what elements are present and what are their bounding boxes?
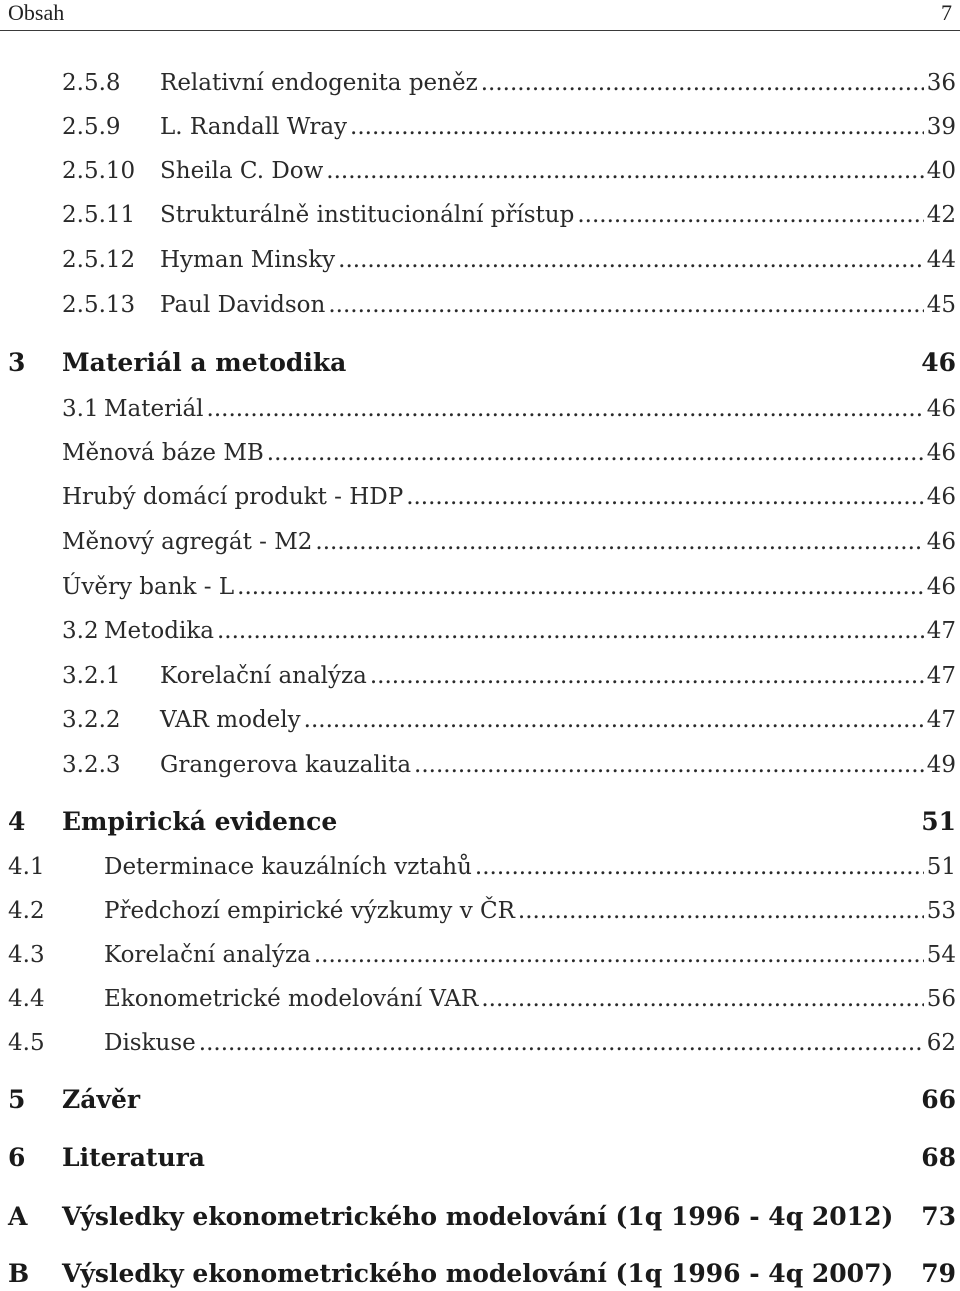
toc-entry-title: Metodika bbox=[104, 618, 214, 644]
toc-entry-title: Měnová báze MB bbox=[62, 440, 264, 466]
toc-entry-title: Sheila C. Dow bbox=[160, 158, 324, 184]
toc-entry[interactable] bbox=[0, 110, 960, 144]
toc-entry-page: 45 bbox=[926, 292, 956, 318]
dot-leader bbox=[267, 436, 924, 470]
toc-appendix[interactable] bbox=[0, 1200, 960, 1234]
toc-chapter-number: 5 bbox=[8, 1085, 26, 1114]
header-section-title: Obsah bbox=[8, 0, 65, 25]
toc-entry[interactable] bbox=[0, 288, 960, 322]
toc-entry[interactable] bbox=[0, 243, 960, 277]
toc-entry-number: 4.5 bbox=[8, 1030, 45, 1056]
toc-entry-title: Úvěry bank - L bbox=[62, 574, 235, 600]
dot-leader bbox=[217, 614, 924, 648]
toc-appendix[interactable] bbox=[0, 1257, 960, 1291]
toc-appendix-title: Výsledky ekonometrického modelování (1q 1996 - 4q 2007) bbox=[62, 1259, 894, 1288]
toc-entry[interactable] bbox=[0, 525, 960, 559]
dot-leader bbox=[481, 66, 924, 100]
toc-entry[interactable] bbox=[0, 659, 960, 693]
toc-entry-title: Grangerova kauzalita bbox=[160, 752, 412, 778]
toc-chapter-number: 3 bbox=[8, 348, 26, 377]
dot-leader bbox=[326, 154, 923, 188]
dot-leader bbox=[518, 894, 924, 928]
toc-chapter-number: 6 bbox=[8, 1143, 26, 1172]
toc-entry-number: 2.5.11 bbox=[62, 202, 136, 228]
dot-leader bbox=[370, 659, 924, 693]
toc-entry-title: Hyman Minsky bbox=[160, 247, 336, 273]
toc-entry-number: 2.5.8 bbox=[62, 70, 121, 96]
toc-entry-page: 47 bbox=[926, 707, 956, 733]
toc-entry-title: Ekonometrické modelování VAR bbox=[104, 986, 479, 1012]
toc-entry-number: 4.1 bbox=[8, 854, 45, 880]
toc-entry-title: Předchozí empirické výzkumy v ČR bbox=[104, 898, 515, 924]
toc-chapter-title: Literatura bbox=[62, 1143, 205, 1172]
toc-entry[interactable] bbox=[0, 982, 960, 1016]
toc-entry[interactable] bbox=[0, 614, 960, 648]
toc-chapter-page: 68 bbox=[921, 1143, 956, 1172]
dot-leader bbox=[207, 392, 924, 426]
toc-entry-number: 2.5.10 bbox=[62, 158, 136, 184]
toc-chapter-title: Empirická evidence bbox=[62, 807, 338, 836]
dot-leader bbox=[475, 850, 924, 884]
dot-leader bbox=[315, 525, 923, 559]
toc-entry-page: 62 bbox=[926, 1030, 956, 1056]
toc-entry-title: Hrubý domácí produkt - HDP bbox=[62, 484, 404, 510]
toc-chapter[interactable] bbox=[0, 1141, 960, 1175]
toc-entry-page: 39 bbox=[926, 114, 956, 140]
toc-entry-page: 56 bbox=[926, 986, 956, 1012]
dot-leader bbox=[338, 243, 924, 277]
dot-leader bbox=[199, 1026, 924, 1060]
toc-entry-page: 47 bbox=[926, 618, 956, 644]
toc-entry-number: 2.5.13 bbox=[62, 292, 136, 318]
toc-entry-title: VAR modely bbox=[160, 707, 301, 733]
dot-leader bbox=[481, 982, 923, 1016]
toc-appendix-letter: A bbox=[8, 1202, 28, 1231]
toc-entry-page: 46 bbox=[926, 440, 956, 466]
toc-entry-page: 47 bbox=[926, 663, 956, 689]
dot-leader bbox=[406, 480, 924, 514]
toc-appendix-page: 79 bbox=[921, 1259, 956, 1288]
toc-entry[interactable] bbox=[0, 850, 960, 884]
toc-chapter-number: 4 bbox=[8, 807, 26, 836]
toc-entry[interactable] bbox=[0, 1026, 960, 1060]
toc-entry-page: 54 bbox=[926, 942, 956, 968]
header-page-number: 7 bbox=[941, 0, 952, 25]
toc-entry-page: 40 bbox=[926, 158, 956, 184]
toc-chapter[interactable] bbox=[0, 346, 960, 380]
toc-entry[interactable] bbox=[0, 938, 960, 972]
toc-entry[interactable] bbox=[0, 198, 960, 232]
toc-entry-number: 3.2.3 bbox=[62, 752, 121, 778]
dot-leader bbox=[577, 198, 923, 232]
toc-entry-title: Měnový agregát - M2 bbox=[62, 529, 313, 555]
toc-entry-page: 46 bbox=[926, 484, 956, 510]
toc-entry-number: 2.5.9 bbox=[62, 114, 121, 140]
toc-entry[interactable] bbox=[0, 748, 960, 782]
toc-chapter-title: Závěr bbox=[62, 1085, 141, 1114]
dot-leader bbox=[328, 288, 923, 322]
toc-appendix-letter: B bbox=[8, 1259, 30, 1288]
toc-entry-number: 3.2 bbox=[62, 618, 99, 644]
toc-chapter-title: Materiál a metodika bbox=[62, 348, 347, 377]
toc-chapter-page: 66 bbox=[921, 1085, 956, 1114]
toc-entry[interactable] bbox=[0, 570, 960, 604]
toc-chapter-page: 46 bbox=[921, 348, 956, 377]
toc-entry[interactable] bbox=[0, 480, 960, 514]
toc-entry[interactable] bbox=[0, 392, 960, 426]
toc-entry-title: Paul Davidson bbox=[160, 292, 326, 318]
toc-entry-page: 49 bbox=[926, 752, 956, 778]
toc-chapter[interactable] bbox=[0, 805, 960, 839]
toc-entry-page: 46 bbox=[926, 529, 956, 555]
dot-leader bbox=[350, 110, 924, 144]
dot-leader bbox=[414, 748, 924, 782]
toc-entry-title: Relativní endogenita peněz bbox=[160, 70, 478, 96]
dot-leader bbox=[314, 938, 924, 972]
toc-entry-number: 2.5.12 bbox=[62, 247, 136, 273]
toc-appendix-title: Výsledky ekonometrického modelování (1q 1996 - 4q 2012) bbox=[62, 1202, 894, 1231]
toc-entry[interactable] bbox=[0, 703, 960, 737]
dot-leader bbox=[304, 703, 924, 737]
toc-entry-page: 42 bbox=[926, 202, 956, 228]
toc-entry[interactable] bbox=[0, 894, 960, 928]
toc-entry-page: 44 bbox=[926, 247, 956, 273]
toc-entry-title: Determinace kauzálních vztahů bbox=[104, 854, 472, 880]
toc-entry-page: 53 bbox=[926, 898, 956, 924]
toc-entry[interactable] bbox=[0, 154, 960, 188]
toc-entry-page: 46 bbox=[926, 396, 956, 422]
toc-entry-number: 4.3 bbox=[8, 942, 45, 968]
toc-entry-title: Korelační analýza bbox=[160, 663, 367, 689]
toc-entry-page: 51 bbox=[926, 854, 956, 880]
toc-entry-title: Materiál bbox=[104, 396, 204, 422]
toc-entry-title: Strukturálně institucionální přístup bbox=[160, 202, 575, 228]
toc-entry-number: 3.2.2 bbox=[62, 707, 121, 733]
toc-chapter-page: 51 bbox=[921, 807, 956, 836]
toc-appendix-page: 73 bbox=[921, 1202, 956, 1231]
toc-entry-number: 3.1 bbox=[62, 396, 99, 422]
toc-entry-number: 4.2 bbox=[8, 898, 45, 924]
toc-entry-title: Korelační analýza bbox=[104, 942, 311, 968]
running-header bbox=[0, 0, 960, 31]
toc-chapter[interactable] bbox=[0, 1083, 960, 1117]
toc-entry-page: 46 bbox=[926, 574, 956, 600]
toc-entry[interactable] bbox=[0, 66, 960, 100]
toc-entry[interactable] bbox=[0, 436, 960, 470]
dot-leader bbox=[237, 570, 924, 604]
toc-entry-page: 36 bbox=[926, 70, 956, 96]
toc-entry-number: 3.2.1 bbox=[62, 663, 121, 689]
toc-entry-title: L. Randall Wray bbox=[160, 114, 348, 140]
toc-entry-title: Diskuse bbox=[104, 1030, 196, 1056]
toc-entry-number: 4.4 bbox=[8, 986, 45, 1012]
